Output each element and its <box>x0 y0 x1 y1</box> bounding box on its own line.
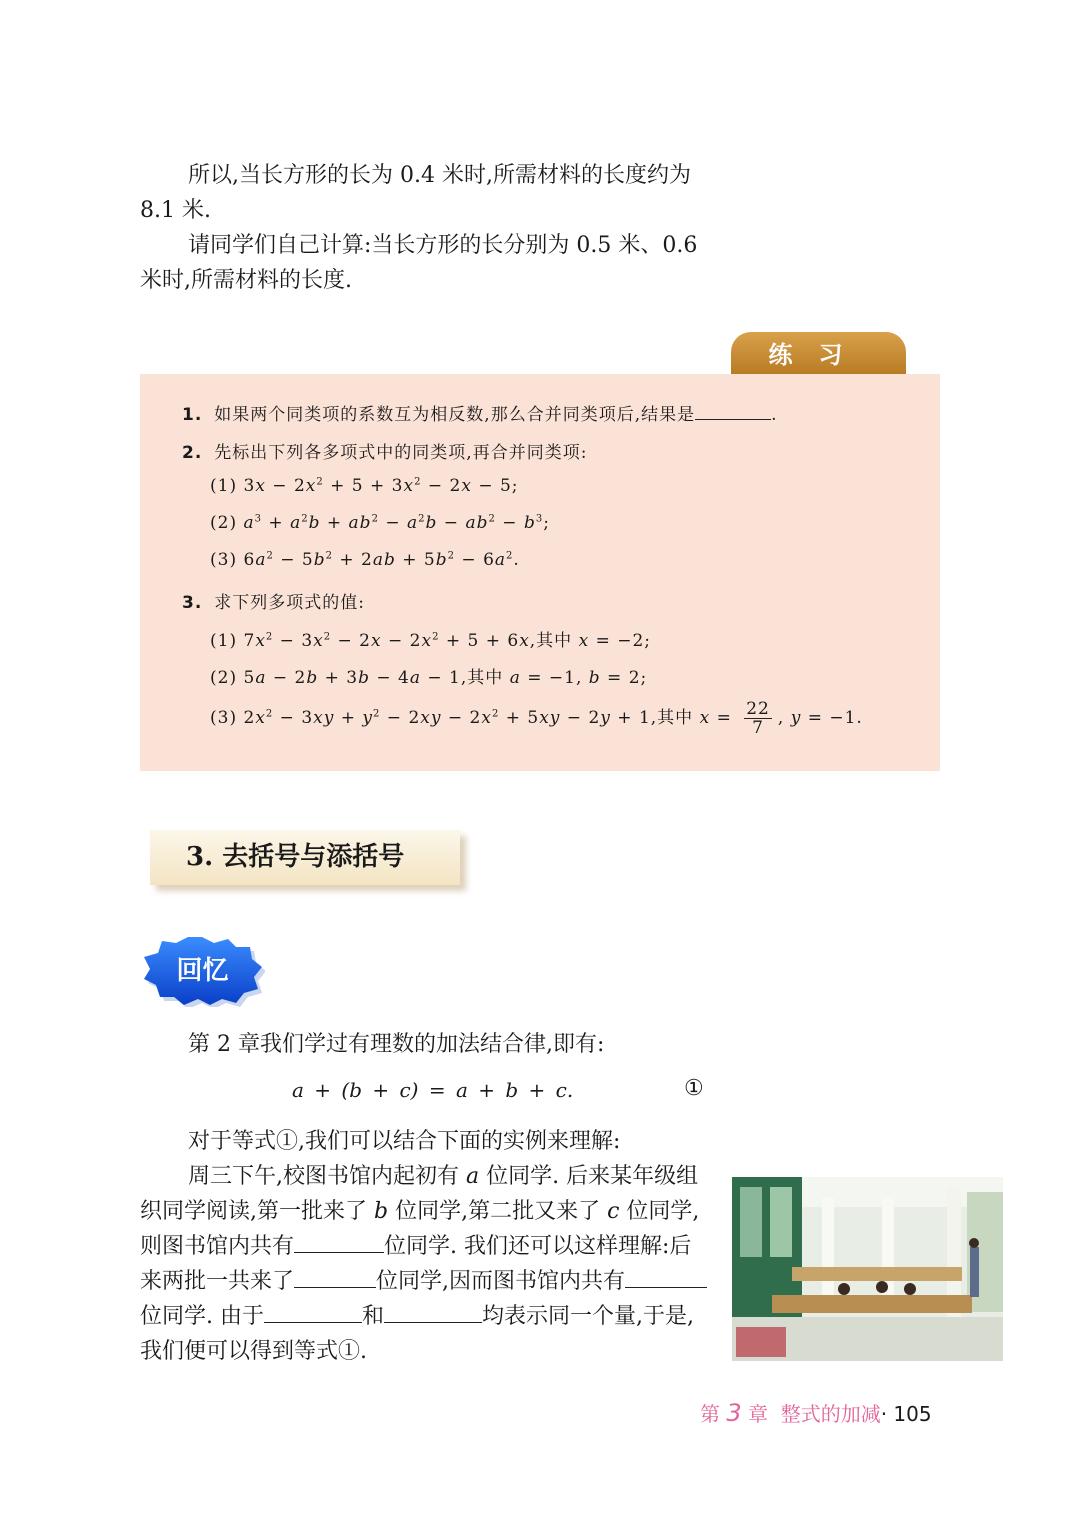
associative-formula: a + (b + c) = a + b + c. <box>292 1078 574 1102</box>
section-heading: 3. 去括号与添括号 <box>150 830 460 885</box>
library-photo <box>732 1177 1003 1361</box>
q1-text: 如果两个同类项的系数互为相反数,那么合并同类项后,结果是 <box>214 405 696 425</box>
recall-intro <box>140 1027 710 1062</box>
q2-item-3: (3) $6a^2 - 5b^2 + 2ab + 5b^2 - 6a^2$. <box>210 550 520 570</box>
chapter-prefix: 第 <box>700 1402 720 1426</box>
blank-5 <box>384 1308 482 1323</box>
s8: 和 <box>362 1304 385 1329</box>
page-footer <box>700 1398 932 1427</box>
top-text <box>140 158 710 298</box>
blank-3 <box>625 1273 707 1288</box>
q3-item-2: (2) 5a − 2b + 3b − 4a − 1,其中 a = −1, b = 2; <box>210 668 648 688</box>
q3-item-3: (3) $2x^2 - 3xy + y^2 - 2xy - 2x^2 + 5xy - 2y + 1$,其中 x = $\frac{22}{7}$ , y = −1. <box>210 699 863 738</box>
example-text <box>140 1124 710 1369</box>
q3-text: 求下列多项式的值: <box>214 593 366 613</box>
q2-item-2: (2) $a^3 + a^2b + ab^2 - a^2b - ab^2 - b^3$; <box>210 513 550 533</box>
q2-item-1: (1) $3x - 2x^2 + 5 + 3x^2 - 2x - 5$; <box>210 476 519 496</box>
recall-label: 回忆 <box>176 956 229 986</box>
example-intro: 对于等式①,我们可以结合下面的实例来理解: <box>188 1129 621 1154</box>
blank-1 <box>294 1238 384 1253</box>
practice-tab: 练习 <box>731 332 906 376</box>
q3-number: 3. <box>182 593 203 613</box>
s4: 位同学,则图书馆内共有 <box>140 1199 700 1259</box>
s6: 位同学,因而图书馆内共有 <box>376 1269 626 1294</box>
q1-number: 1. <box>182 405 203 425</box>
intro-text: 第 2 章我们学过有理数的加法结合律,即有: <box>188 1032 605 1057</box>
practice-q2 <box>182 438 587 463</box>
blank-2 <box>294 1273 376 1288</box>
s2: 位同学. 后来某年级组织同学阅读,第一批来了 <box>140 1164 699 1224</box>
paragraph-exercise: 请同学们自己计算:当长方形的长分别为 0.5 米、0.6 米时,所需材料的长度. <box>140 233 698 293</box>
q3-item-1: (1) $7x^2 - 3x^2 - 2x - 2x^2 + 5 + 6x$,其中 x = −2; <box>210 631 652 651</box>
practice-q3 <box>182 588 365 613</box>
chapter-number: 3 <box>726 1399 742 1427</box>
q1-blank <box>695 405 771 420</box>
fraction: $\frac{22}{7}$ <box>746 699 770 738</box>
q1-end: . <box>771 405 778 425</box>
formula-number: ① <box>684 1076 704 1101</box>
q2-number: 2. <box>182 443 203 463</box>
s9: 均表示同一个量,于是,我们便可以得到等式①. <box>140 1304 695 1364</box>
chapter-suffix: 章 <box>748 1402 768 1426</box>
s3: 位同学,第二批又来了 <box>395 1199 601 1224</box>
library-example: 周三下午,校图书馆内起初有 a 位同学. 后来某年级组织同学阅读,第一批来了 b 位同学,第二批又来了 c 位同学,则图书馆内共有 位同学. 我们还可以这样理解:后来两批一共来了 位同学,因而图书馆内共有位同学. 由于 和 均表示同一个量,于是,我们便可以得到等式①. <box>140 1159 710 1369</box>
s1: 周三下午,校图书馆内起初有 <box>188 1164 459 1189</box>
s5: 位同学. 我们还可以这样理解:后来两批一共来了 <box>140 1234 692 1294</box>
page-number: · 105 <box>880 1402 932 1426</box>
blank-4 <box>264 1308 362 1323</box>
practice-q1 <box>182 400 778 425</box>
chapter-title: 整式的加减 <box>780 1402 881 1426</box>
q2-text: 先标出下列各多项式中的同类项,再合并同类项: <box>214 443 588 463</box>
paragraph-result: 所以,当长方形的长为 0.4 米时,所需材料的长度约为 8.1 米. <box>140 163 691 223</box>
s7: 位同学. 由于 <box>140 1304 264 1329</box>
